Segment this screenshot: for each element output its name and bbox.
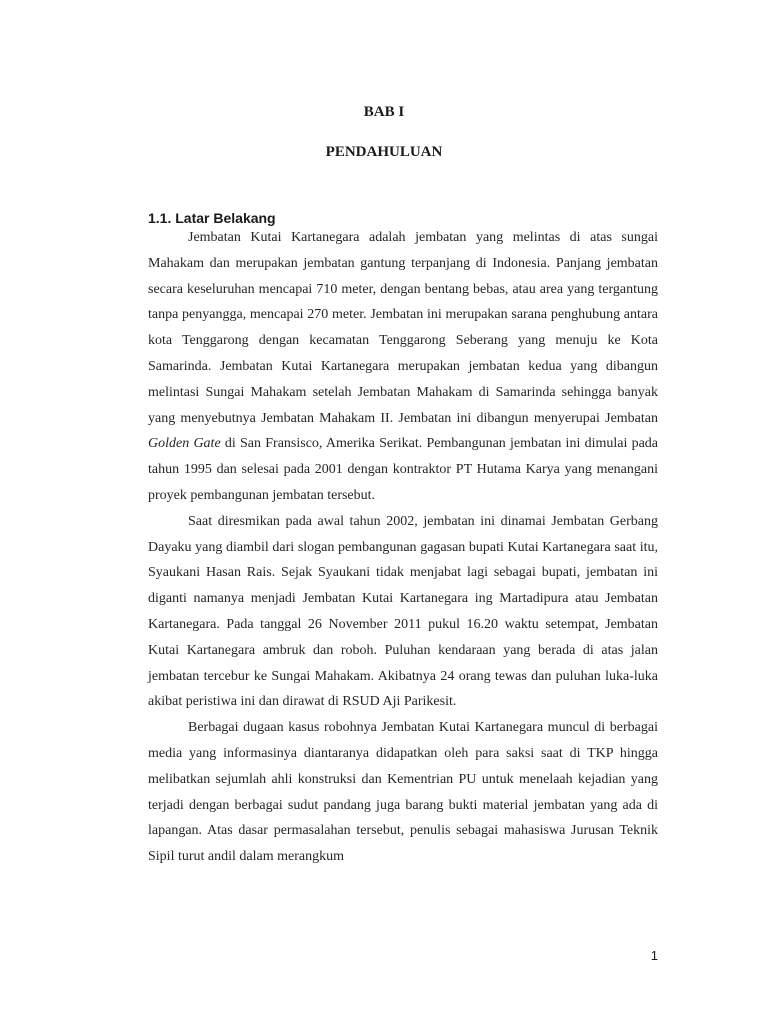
chapter-number: BAB I [363, 104, 405, 120]
paragraph-1-text-b: di San Fransisco, Amerika Serikat. Pembangunan jembatan ini dimulai pada tahun 1995 dan selesai pada 2001 dengan kontraktor PT Hutama Karya yang menangani proyek pembangunan jembatan tersebut. [148, 436, 658, 503]
paragraph-2: Saat diresmikan pada awal tahun 2002, jembatan ini dinamai Jembatan Gerbang Dayaku yang diambil dari slogan pembangunan gagasan bupati Kutai Kartanegara saat itu, Syaukani Hasan Rais. Sejak Syaukani tidak menjabat lagi sebagai bupati, jembatan ini diganti namanya menjadi Jembatan Kutai Kartanegara ing Martadipura atau Jembatan Kartanegara. Pada tanggal 26 November 2011 pukul 16.20 waktu setempat, Jembatan Kutai Kartanegara ambruk dan roboh. Puluhan kendaraan yang berada di atas jalan jembatan tercebur ke Sungai Mahakam. Akibatnya 24 orang tewas dan puluhan luka-luka akibat peristiwa ini dan dirawat di RSUD Aji Parikesit. [148, 513, 658, 710]
page-number: 1 [650, 948, 658, 963]
section-heading: 1.1. Latar Belakang [148, 210, 276, 226]
body-text [148, 225, 658, 870]
chapter-title: PENDAHULUAN [325, 144, 443, 160]
paragraph-1-italic: Golden Gate [148, 436, 221, 452]
paragraph-3: Berbagai dugaan kasus robohnya Jembatan Kutai Kartanegara muncul di berbagai media yang informasinya diantaranya didapatkan oleh para saksi saat di TKP hingga melibatkan sejumlah ahli konstruksi dan Kementrian PU untuk menelaah kejadian yang terjadi dengan berbagai sudut pandang juga barang bukti material jembatan yang ada di lapangan. Atas dasar permasalahan tersebut, penulis sebagai mahasiswa Jurusan Teknik Sipil turut andil dalam merangkum [148, 720, 658, 865]
paragraph-1-text-a: Jembatan Kutai Kartanegara adalah jembatan yang melintas di atas sungai Mahakam dan merupakan jembatan gantung terpanjang di Indonesia. Panjang jembatan secara keseluruhan mencapai 710 meter, dengan bentang bebas, atau area yang tergantung tanpa penyangga, mencapai 270 meter. Jembatan ini merupakan sarana penghubung antara kota Tenggarong dengan kecamatan Tenggarong Seberang yang menuju ke Kota Samarinda. Jembatan Kutai Kartanegara merupakan jembatan kedua yang dibangun melintasi Sungai Mahakam setelah Jembatan Mahakam di Samarinda sehingga banyak yang menyebutnya Jembatan Mahakam II. Jembatan ini dibangun menyerupai Jembatan [148, 230, 658, 426]
paragraph-1 [148, 225, 658, 509]
